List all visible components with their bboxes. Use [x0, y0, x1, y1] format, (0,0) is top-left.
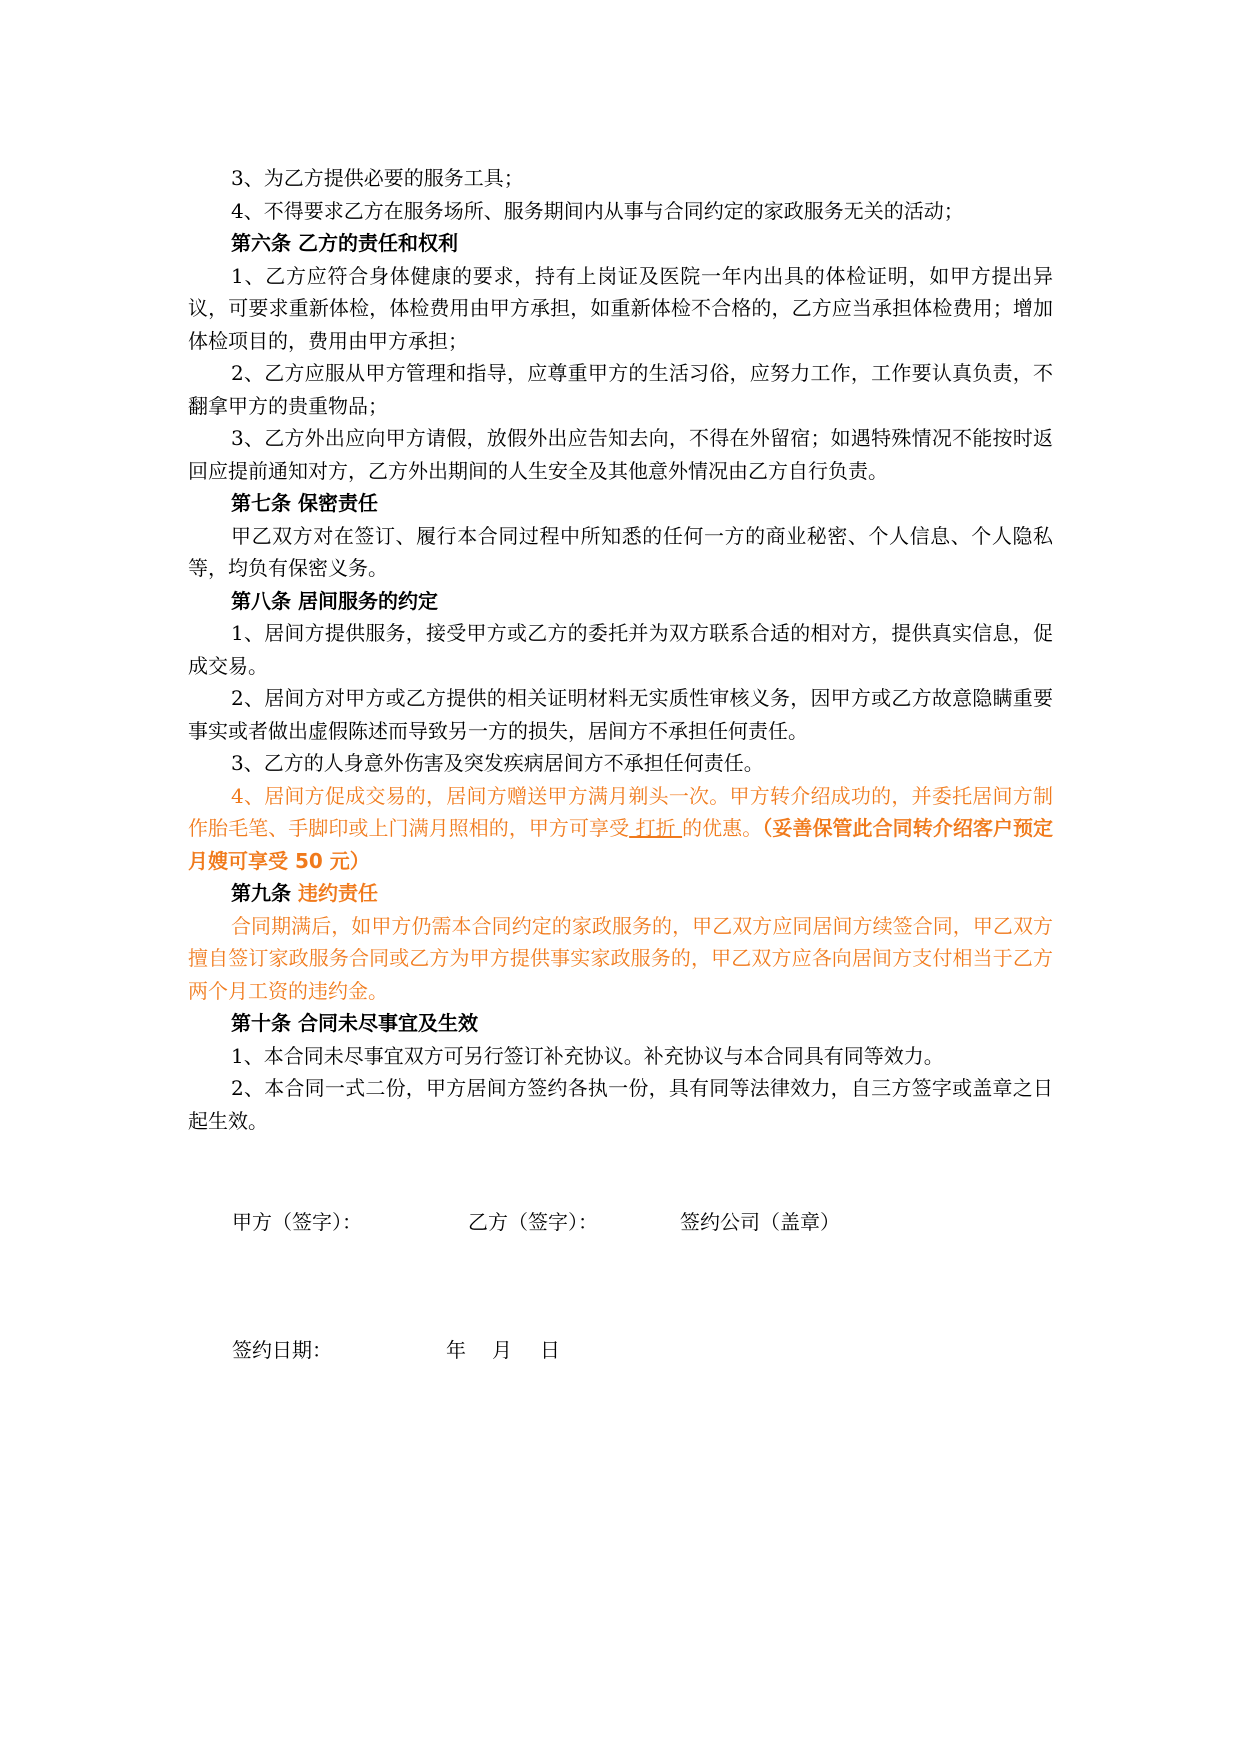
- party-a-signature-label: 甲方（签字）：: [232, 1210, 362, 1234]
- clause7-heading: 第七条 保密责任: [231, 491, 378, 515]
- clause8-item4-text: 4、居间方促成交易的，居间方赠送甲方满月剃头一次。甲方转介绍成功的，并委托居间方制作胎毛笔、手脚印或上门满月照相的，甲方可享受: [188, 783, 1053, 840]
- clause8-item4-text-end: 的优惠。: [682, 816, 763, 840]
- company-seal-label: 签约公司（盖章）: [680, 1210, 840, 1234]
- date-month-label: 月: [492, 1338, 512, 1362]
- clause5-item4: 4、不得要求乙方在服务场所、服务期间内从事与合同约定的家政服务无关的活动；: [231, 198, 964, 223]
- clause8-item3: 3、乙方的人身意外伤害及突发疾病居间方不承担任何责任。: [231, 751, 764, 775]
- clause5-item3: 3、为乙方提供必要的服务工具；: [231, 166, 524, 190]
- clause6-item3: 3、乙方外出应向甲方请假，放假外出应告知去向，不得在外留宿；如遇特殊情况不能按时返回应提前通知对方，乙方外出期间的人生安全及其他意外情况由乙方自行负责。: [188, 426, 1053, 483]
- clause6-item2: 2、乙方应服从甲方管理和指导，应尊重甲方的生活习俗，应努力工作，工作要认真负责，不翻拿甲方的贵重物品；: [188, 361, 1053, 418]
- clause9-text: 合同期满后，如甲方仍需本合同约定的家政服务的，甲乙双方应同居间方续签合同，甲乙双方擅自签订家政服务合同或乙方为甲方提供事实家政服务的，甲乙双方应各向居间方支付相当于乙方两个月工资的违约金。: [188, 913, 1053, 1003]
- clause9-heading: [188, 877, 1053, 910]
- clause6-heading: 第六条 乙方的责任和权利: [231, 231, 458, 255]
- signing-date-label: 签约日期：: [232, 1338, 332, 1362]
- party-b-signature-label: 乙方（签字）：: [468, 1210, 598, 1234]
- clause8-item4-discount: 打折: [629, 816, 683, 840]
- clause8-heading: 第八条 居间服务的约定: [231, 588, 438, 613]
- clause8-item4-note: （妥善保管此合同转介绍客户预定月嫂可享受 50 元）: [188, 816, 1054, 873]
- clause8-item1: 1、居间方提供服务，接受甲方或乙方的委托并为双方联系合适的相对方，提供真实信息，促成交易。: [188, 621, 1053, 678]
- clause9-heading-number: 第九条: [231, 881, 298, 905]
- date-day-label: 日: [540, 1338, 560, 1362]
- clause10-heading: 第十条 合同未尽事宜及生效: [231, 1011, 478, 1035]
- contract-body: [188, 162, 1053, 1137]
- date-year-label: 年: [446, 1338, 466, 1362]
- clause10-item1: 1、本合同未尽事宜双方可另行签订补充协议。补充协议与本合同具有同等效力。: [231, 1043, 944, 1068]
- clause10-item2: 2、本合同一式二份，甲方居间方签约各执一份，具有同等法律效力，自三方签字或盖章之日起生效。: [188, 1076, 1053, 1133]
- clause9-heading-title: 违约责任: [297, 881, 378, 905]
- clause8-item2: 2、居间方对甲方或乙方提供的相关证明材料无实质性审核义务，因甲方或乙方故意隐瞒重要事实或者做出虚假陈述而导致另一方的损失，居间方不承担任何责任。: [188, 686, 1053, 743]
- clause8-item4: [188, 780, 1053, 878]
- clause7-text: 甲乙双方对在签订、履行本合同过程中所知悉的任何一方的商业秘密、个人信息、个人隐私等，均负有保密义务。: [188, 523, 1053, 580]
- clause6-item1: 1、乙方应符合身体健康的要求，持有上岗证及医院一年内出具的体检证明，如甲方提出异议，可要求重新体检，体检费用由甲方承担，如重新体检不合格的，乙方应当承担体检费用；增加体检项目的，费用由甲方承担；: [188, 263, 1053, 353]
